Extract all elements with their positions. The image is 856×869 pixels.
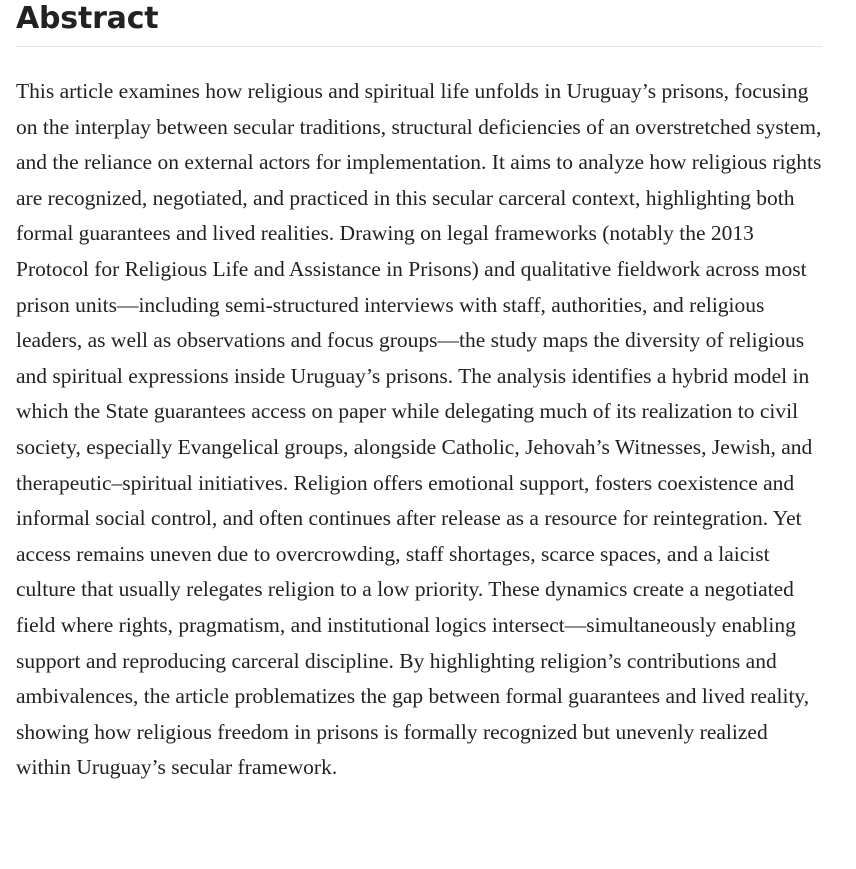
abstract-section — [16, 0, 822, 786]
abstract-heading: Abstract — [16, 1, 159, 36]
heading-divider — [16, 46, 822, 47]
abstract-body-text: This article examines how religious and spiritual life unfolds in Uruguay’s prisons, focusing on the interplay between secular traditions, structural deficiencies of an overstretched system, and the reliance on external actors for implementation. It aims to analyze how religious rights are recognized, negotiated, and practiced in this secular carceral context, highlighting both formal guarantees and lived realities. Drawing on legal frameworks (notably the 2013 Protocol for Religious Life and Assistance in Prisons) and qualitative fieldwork across most prison units—including semi-structured interviews with staff, authorities, and religious leaders, as well as observations and focus groups—the study maps the diversity of religious and spiritual expressions inside Uruguay’s prisons. The analysis identifies a hybrid model in which the State guarantees access on paper while delegating much of its realization to civil society, especially Evangelical groups, alongside Catholic, Jehovah’s Witnesses, Jewish, and therapeutic–spiritual initiatives. Religion offers emotional support, fosters coexistence and informal social control, and often continues after release as a resource for reintegration. Yet access remains uneven due to overcrowding, staff shortages, scarce spaces, and a laicist culture that usually relegates religion to a low priority. These dynamics create a negotiated field where rights, pragmatism, and institutional logics intersect—simultaneously enabling support and reproducing carceral discipline. By highlighting religion’s contributions and ambivalences, the article problematizes the gap between formal guarantees and lived reality, showing how religious freedom in prisons is formally recognized but unevenly realized within Uruguay’s secular framework. — [16, 79, 822, 780]
